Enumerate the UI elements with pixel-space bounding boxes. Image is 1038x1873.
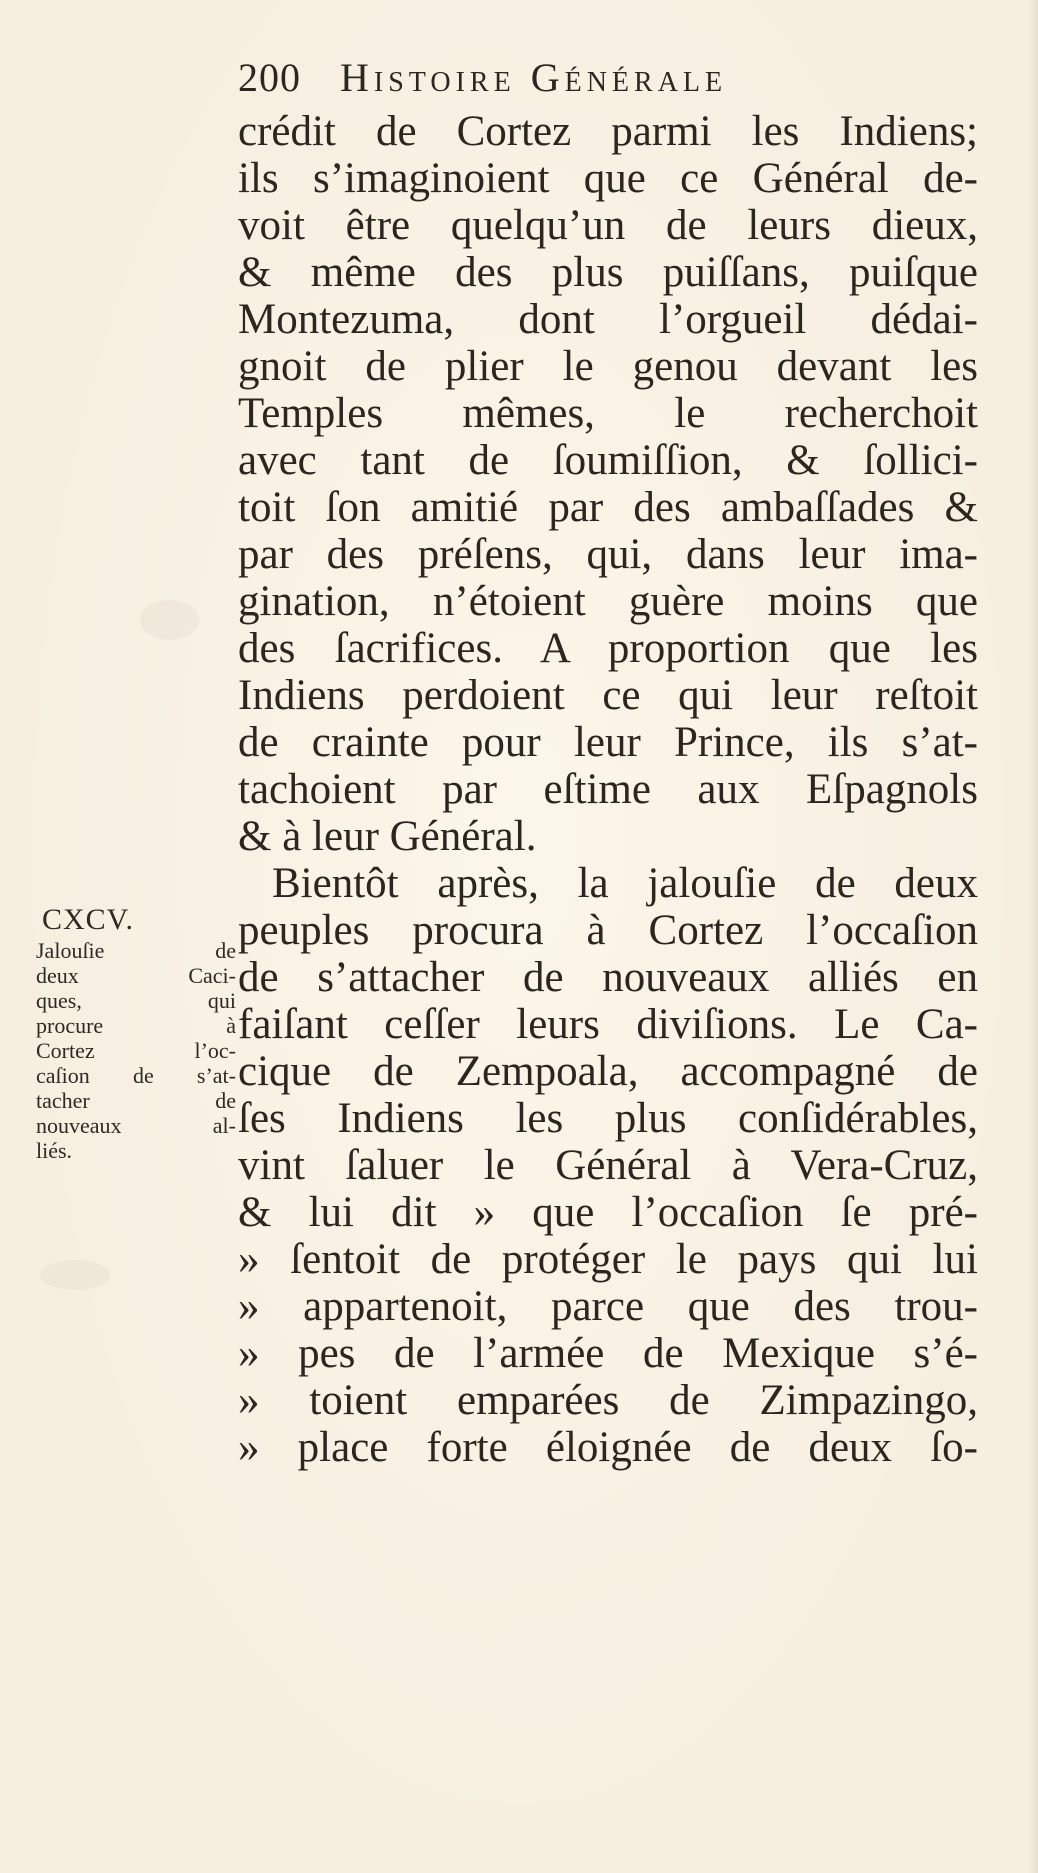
running-head bbox=[238, 48, 978, 108]
text-line: » ſentoit de protéger le pays qui lui bbox=[238, 1236, 978, 1283]
text-line: peuples procura à Cortez l’occaſion bbox=[238, 907, 978, 954]
margin-note-line: Jalouſie de bbox=[36, 938, 236, 963]
margin-note-line: ques, qui bbox=[36, 988, 236, 1013]
text-line: & à leur Général. bbox=[238, 813, 537, 860]
text-line: de s’attacher de nouveaux alliés en bbox=[238, 954, 978, 1001]
text-line: vint ſaluer le Général à Vera-Cruz, bbox=[238, 1142, 978, 1189]
main-text-block bbox=[238, 108, 978, 1471]
text-line: Indiens perdoient ce qui leur reſtoit bbox=[238, 672, 978, 719]
text-line: par des préſens, qui, dans leur ima- bbox=[238, 531, 978, 578]
text-line: » pes de l’armée de Mexique s’é- bbox=[238, 1330, 978, 1377]
running-title: Histoire Générale bbox=[340, 55, 728, 100]
text-line: crédit de Cortez parmi les Indiens; bbox=[238, 108, 978, 155]
paragraph-number: CXCV. bbox=[42, 903, 134, 936]
text-line: » place forte éloignée de deux ſo- bbox=[238, 1424, 978, 1471]
text-line: gination, n’étoient guère moins que bbox=[238, 578, 978, 625]
margin-note-line: caſion de s’at- bbox=[36, 1063, 236, 1088]
text-line: Montezuma, dont l’orgueil dédai- bbox=[238, 296, 978, 343]
margin-note-line: deux Caci- bbox=[36, 963, 236, 988]
margin-note-line: liés. bbox=[36, 1138, 73, 1163]
text-line: ſes Indiens les plus conſidérables, bbox=[238, 1095, 978, 1142]
margin-note bbox=[36, 902, 236, 1163]
text-line: avec tant de ſoumiſſion, & ſollici- bbox=[238, 437, 978, 484]
text-line: des ſacrifices. A proportion que les bbox=[238, 625, 978, 672]
paper-stain bbox=[140, 600, 200, 640]
text-line: voit être quelqu’un de leurs dieux, bbox=[238, 202, 978, 249]
page-number: 200 bbox=[238, 55, 301, 100]
text-line: gnoit de plier le genou devant les bbox=[238, 343, 978, 390]
text-line: ils s’imaginoient que ce Général de- bbox=[238, 155, 978, 202]
text-line: » toient emparées de Zimpazingo, bbox=[238, 1377, 978, 1424]
text-line: de crainte pour leur Prince, ils s’at- bbox=[238, 719, 978, 766]
margin-note-line: nouveaux al- bbox=[36, 1113, 236, 1138]
text-line: tachoient par eſtime aux Eſpagnols bbox=[238, 766, 978, 813]
text-line: » appartenoit, parce que des trou- bbox=[238, 1283, 978, 1330]
text-line: & lui dit » que l’occaſion ſe pré- bbox=[238, 1189, 978, 1236]
text-line: Temples mêmes, le recherchoit bbox=[238, 390, 978, 437]
text-line: faiſant ceſſer leurs diviſions. Le Ca- bbox=[238, 1001, 978, 1048]
margin-note-line: Cortez l’oc- bbox=[36, 1038, 236, 1063]
text-line: Bientôt après, la jalouſie de deux bbox=[272, 860, 978, 907]
paper-stain bbox=[40, 1260, 110, 1290]
text-line: & même des plus puiſſans, puiſque bbox=[238, 249, 978, 296]
margin-note-line: procure à bbox=[36, 1013, 236, 1038]
text-line: toit ſon amitié par des ambaſſades & bbox=[238, 484, 978, 531]
text-line: cique de Zempoala, accompagné de bbox=[238, 1048, 978, 1095]
page-edge-shadow bbox=[1028, 0, 1038, 1873]
margin-note-line: tacher de bbox=[36, 1088, 236, 1113]
